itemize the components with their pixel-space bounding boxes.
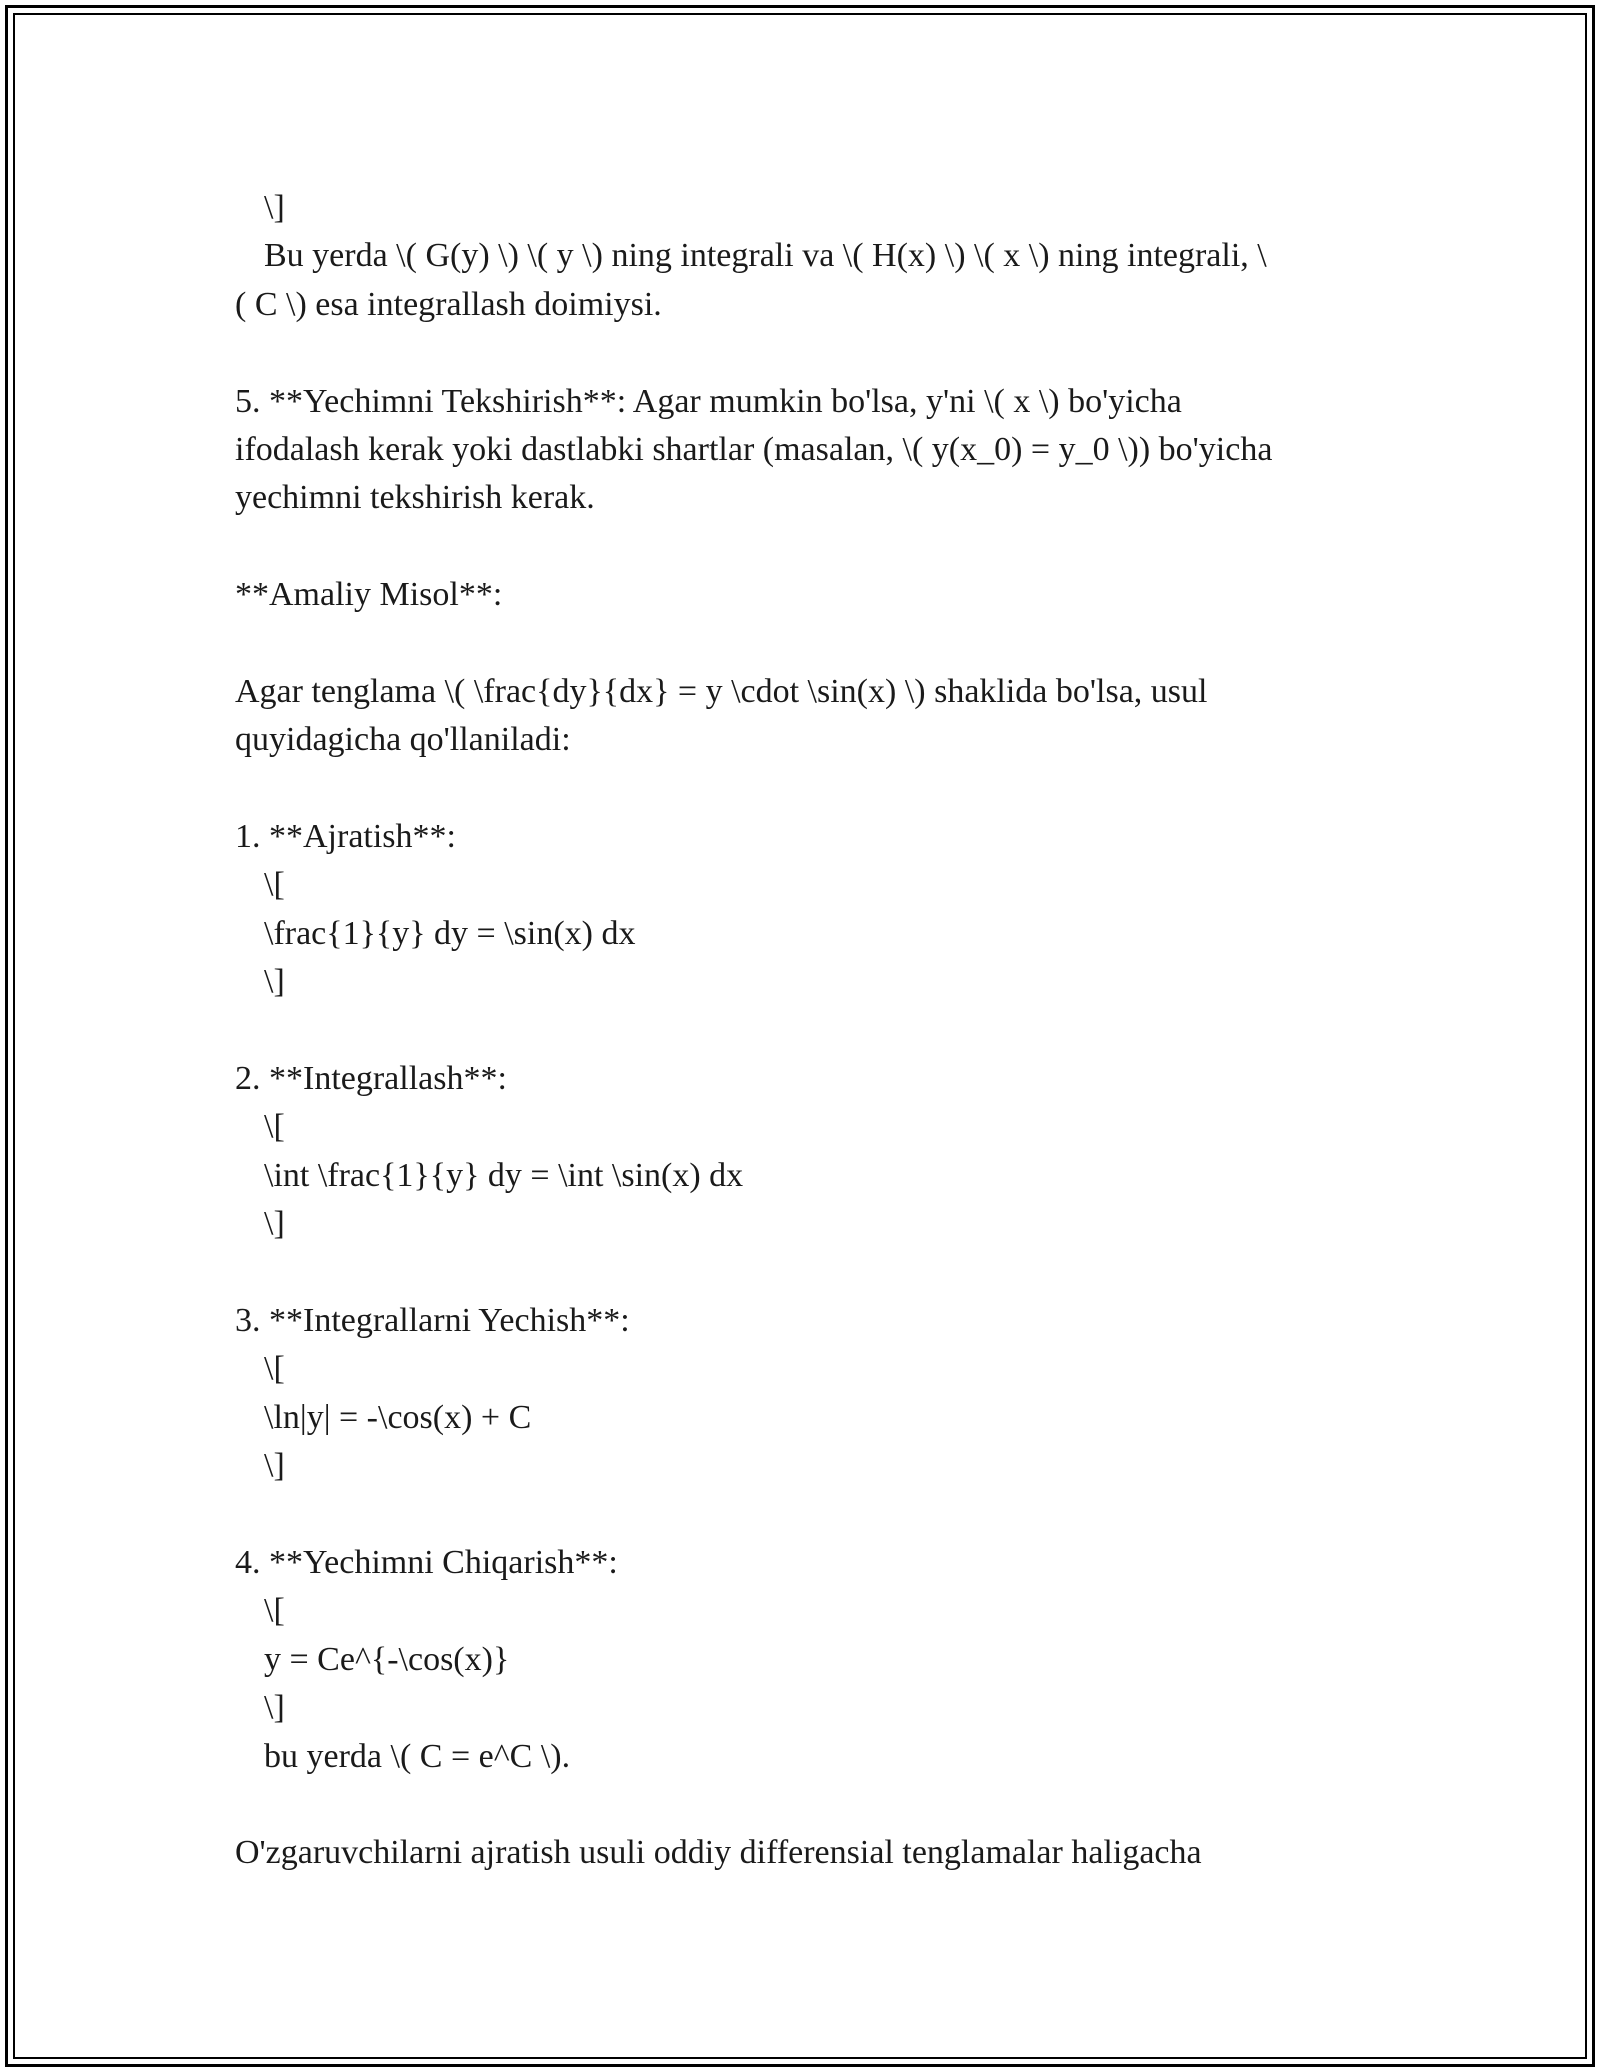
text-line: 1. **Ajratish**: [235, 818, 456, 856]
text-line: \] [264, 1689, 285, 1727]
blank-line [235, 1007, 1375, 1055]
text-line: \] [264, 963, 285, 1001]
blank-line [235, 329, 1375, 377]
text-line: **Amaliy Misol**: [235, 576, 503, 614]
text-line: \frac{1}{y} dy = \sin(x) dx [264, 914, 636, 952]
text-line: yechimni tekshirish kerak. [235, 479, 595, 517]
blank-line [235, 1491, 1375, 1539]
text-line: quyidagicha qo'llaniladi: [235, 721, 571, 759]
text-line: 4. **Yechimni Chiqarish**: [235, 1543, 618, 1581]
text-line: \[ [264, 1350, 285, 1388]
text-line: \] [264, 1205, 285, 1243]
blank-line [235, 620, 1375, 668]
blank-line [235, 1249, 1375, 1297]
text-line: bu yerda \( C = e^C \). [264, 1737, 571, 1775]
text-line: Bu yerda \( G(y) \) \( y \) ning integrali va \( H(x) \) \( x \) ning integrali, \ [264, 237, 1267, 275]
text-line: Agar tenglama \( \frac{dy}{dx} = y \cdot \sin(x) \) shaklida bo'lsa, usul [235, 672, 1208, 710]
text-line: 2. **Integrallash**: [235, 1060, 507, 1098]
blank-line [235, 523, 1375, 571]
text-line: 5. **Yechimni Tekshirish**: Agar mumkin bo'lsa, y'ni \( x \) bo'yicha [235, 382, 1182, 420]
text-line: \[ [264, 1108, 285, 1146]
text-line: \[ [264, 1592, 285, 1630]
text-line: \ln|y| = -\cos(x) + C [264, 1398, 532, 1436]
text-line: O'zgaruvchilarni ajratish usuli oddiy differensial tenglamalar haligacha [235, 1834, 1202, 1872]
text-line: \[ [264, 866, 285, 904]
blank-line [235, 765, 1375, 813]
text-line: \] [264, 189, 285, 226]
blank-line [235, 1781, 1375, 1829]
text-line: \int \frac{1}{y} dy = \int \sin(x) dx [264, 1156, 744, 1194]
text-line: 3. **Integrallarni Yechish**: [235, 1301, 630, 1339]
text-line: ( C \) esa integrallash doimiysi. [235, 285, 662, 323]
text-line: y = Ce^{-\cos(x)} [264, 1640, 510, 1678]
text-line: \] [264, 1447, 285, 1485]
document-body [235, 184, 1375, 1878]
text-line: ifodalash kerak yoki dastlabki shartlar (masalan, \( y(x_0) = y_0 \)) bo'yicha [235, 430, 1273, 468]
